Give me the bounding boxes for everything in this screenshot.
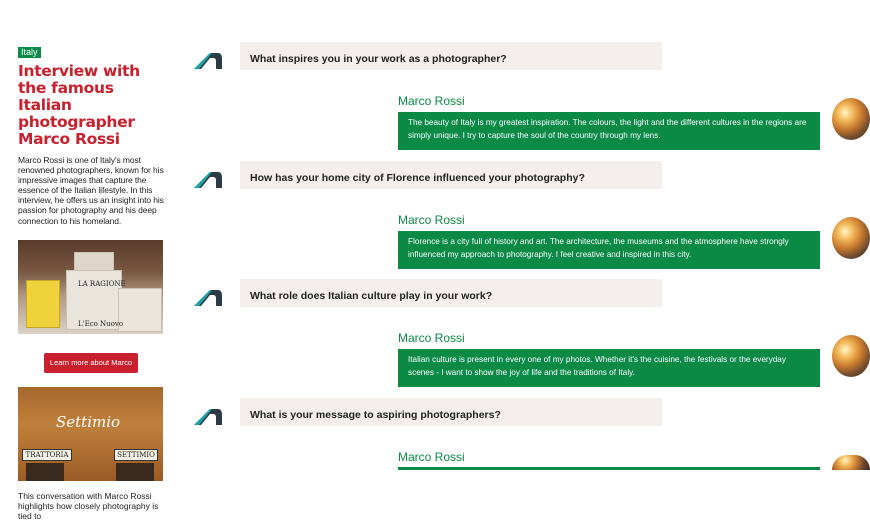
interviewer-logo-icon bbox=[192, 51, 224, 69]
photographer-avatar[interactable] bbox=[832, 455, 870, 470]
photo-sign-label: TRATTORIA bbox=[22, 449, 72, 461]
speaker-name: Marco Rossi bbox=[398, 213, 465, 227]
photo-sign-label: SETTIMIO bbox=[114, 449, 158, 461]
answer-text: Florence is a city full of history and art. The architecture, the museums and the atmosphere have strongly influenced my approach to photography. I feel creative and inspired in this city. bbox=[398, 231, 820, 269]
speaker-name: Marco Rossi bbox=[398, 450, 465, 464]
question-row bbox=[192, 42, 664, 70]
answer-text: The beauty of Italy is my greatest inspiration. The colours, the light and the different cultures in the regions are simply unique. I try to capture the soul of the country through my lens. bbox=[398, 112, 820, 150]
photographer-avatar[interactable] bbox=[832, 335, 870, 377]
photo-sign-text: Settimio bbox=[56, 412, 121, 431]
article-outro: This conversation with Marco Rossi highlights how closely photography is tied to bbox=[18, 490, 159, 521]
interviewer-logo-icon bbox=[192, 407, 224, 425]
photo-newspaper-label: LA RAGIONE bbox=[78, 279, 126, 288]
learn-more-button[interactable]: Learn more about Marco Rossi bbox=[44, 353, 138, 373]
article-title: Interview with the famous Italian photographer Marco Rossi bbox=[18, 62, 140, 148]
speaker-name: Marco Rossi bbox=[398, 94, 465, 108]
answer-text bbox=[398, 467, 820, 470]
photographer-avatar[interactable] bbox=[832, 217, 870, 259]
photo-newspaper-label: L'Eco Nuovo bbox=[78, 319, 124, 328]
question-text: What inspires you in your work as a photographer? bbox=[240, 42, 662, 70]
category-tag[interactable]: Italy bbox=[18, 47, 41, 58]
question-text: How has your home city of Florence influenced your photography? bbox=[240, 161, 662, 189]
question-row bbox=[192, 398, 664, 426]
question-text: What role does Italian culture play in your work? bbox=[240, 279, 662, 307]
photographer-avatar[interactable] bbox=[832, 98, 870, 140]
interviewer-logo-icon bbox=[192, 170, 224, 188]
question-row bbox=[192, 279, 664, 307]
question-text: What is your message to aspiring photographers? bbox=[240, 398, 662, 426]
interviewer-logo-icon bbox=[192, 288, 224, 306]
answer-text: Italian culture is present in every one of my photos. Whether it's the cuisine, the festivals or the everyday scenes - I want to show the joy of life and the traditions of Italy. bbox=[398, 349, 820, 387]
speaker-name: Marco Rossi bbox=[398, 331, 465, 345]
article-intro: Marco Rossi is one of Italy's most renowned photographers, known for his impressive images that capture the essence of the Italian lifestyle. In this interview, he offers us an insight into his passion for photography and his deep connection to his homeland. bbox=[18, 155, 164, 226]
question-row bbox=[192, 161, 664, 189]
